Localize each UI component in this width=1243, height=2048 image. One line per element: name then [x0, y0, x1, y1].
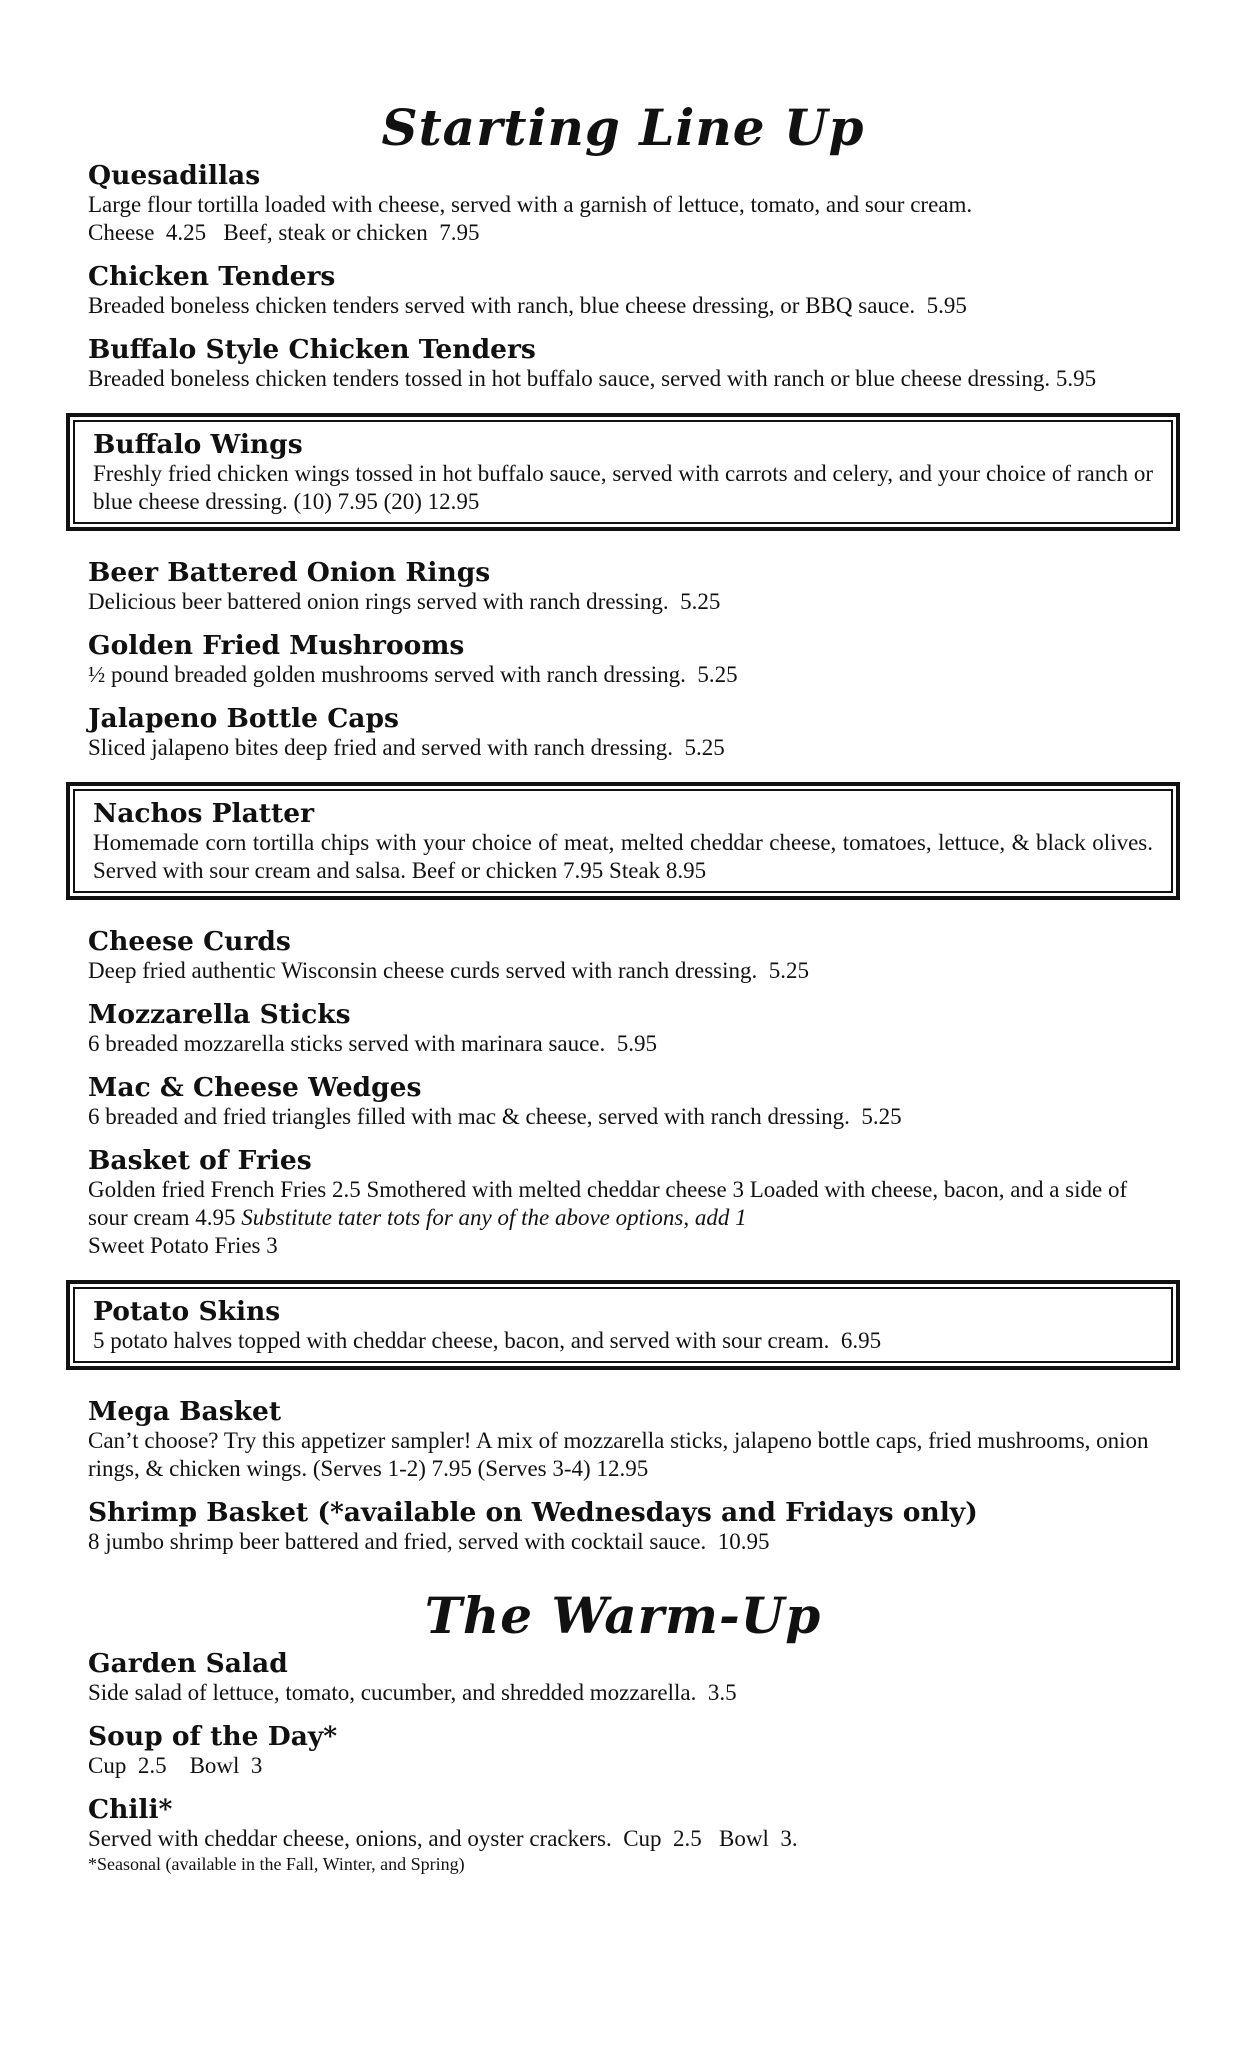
item-description: ½ pound breaded golden mushrooms served with ranch dressing. 5.25	[88, 662, 738, 687]
menu-item-basket-of-fries	[88, 1145, 1158, 1260]
section-title-starting-line-up: Starting Line Up	[381, 98, 865, 157]
item-name: Buffalo Wings	[93, 429, 303, 460]
item-description: Breaded boneless chicken tenders tossed in hot buffalo sauce, served with ranch or blue cheese dressing. 5.95	[88, 366, 1097, 391]
item-description: 8 jumbo shrimp beer battered and fried, served with cocktail sauce. 10.95	[88, 1529, 770, 1554]
item-description-text: Golden fried French Fries 2.5 Smothered with melted cheddar cheese 3 Loaded with cheese, bacon, and a side of sour cream 4.95	[88, 1177, 1128, 1230]
item-description: 5 potato halves topped with cheddar cheese, bacon, and served with sour cream. 6.95	[93, 1328, 882, 1353]
menu-page	[88, 96, 1158, 1889]
item-name: Chicken Tenders	[88, 261, 336, 292]
item-name: Jalapeno Bottle Caps	[88, 703, 399, 734]
featured-box-nachos-platter	[66, 782, 1180, 900]
item-name: Shrimp Basket (*available on Wednesdays and Fridays only)	[88, 1497, 978, 1528]
item-prices: Cheese 4.25 Beef, steak or chicken 7.95	[88, 220, 480, 245]
item-description: Large flour tortilla loaded with cheese, served with a garnish of lettuce, tomato, and sour cream.	[88, 192, 973, 217]
menu-item-cheese-curds	[88, 926, 1158, 985]
menu-item-chicken-tenders	[88, 261, 1158, 320]
featured-box-buffalo-wings	[66, 413, 1180, 531]
menu-item-shrimp-basket	[88, 1497, 1158, 1556]
menu-item-golden-fried-mushrooms	[88, 630, 1158, 689]
item-name: Potato Skins	[93, 1296, 281, 1327]
item-name: Cheese Curds	[88, 926, 291, 957]
menu-item-chili	[88, 1794, 1158, 1875]
item-description: Breaded boneless chicken tenders served with ranch, blue cheese dressing, or BBQ sauce. 5.95	[88, 293, 967, 318]
item-name: Basket of Fries	[88, 1145, 312, 1176]
item-name: Garden Salad	[88, 1648, 288, 1679]
item-name: Chili*	[88, 1794, 173, 1825]
item-description: Can’t choose? Try this appetizer sampler! A mix of mozzarella sticks, jalapeno bottle caps, fried mushrooms, onion rings, & chicken wings. (Serves 1-2) 7.95 (Serves 3-4) 12.95	[88, 1428, 1149, 1481]
item-extra-option: Sweet Potato Fries 3	[88, 1233, 278, 1258]
item-prices: Cup 2.5 Bowl 3	[88, 1753, 263, 1778]
menu-item-quesadillas	[88, 160, 1158, 247]
menu-item-buffalo-style-chicken-tenders	[88, 334, 1158, 393]
menu-item-mega-basket	[88, 1396, 1158, 1483]
item-name: Mozzarella Sticks	[88, 999, 351, 1030]
item-description: Delicious beer battered onion rings served with ranch dressing. 5.25	[88, 589, 721, 614]
item-description: 6 breaded and fried triangles filled with mac & cheese, served with ranch dressing. 5.25	[88, 1104, 902, 1129]
item-name: Beer Battered Onion Rings	[88, 557, 491, 588]
menu-item-buffalo-wings	[93, 429, 1153, 516]
item-name: Soup of the Day*	[88, 1721, 338, 1752]
menu-item-nachos-platter	[93, 798, 1153, 885]
menu-item-mac-cheese-wedges	[88, 1072, 1158, 1131]
item-description-italic: Substitute tater tots for any of the above options, add 1	[241, 1205, 747, 1230]
item-description: Deep fried authentic Wisconsin cheese curds served with ranch dressing. 5.25	[88, 958, 810, 983]
item-name: Mac & Cheese Wedges	[88, 1072, 422, 1103]
item-description: Side salad of lettuce, tomato, cucumber, and shredded mozzarella. 3.5	[88, 1680, 737, 1705]
item-name: Quesadillas	[88, 160, 261, 191]
item-name: Mega Basket	[88, 1396, 282, 1427]
item-name: Buffalo Style Chicken Tenders	[88, 334, 536, 365]
item-description: Served with cheddar cheese, onions, and oyster crackers. Cup 2.5 Bowl 3.	[88, 1826, 798, 1851]
menu-item-soup-of-the-day	[88, 1721, 1158, 1780]
item-description: Freshly fried chicken wings tossed in hot buffalo sauce, served with carrots and celery, and your choice of ranch or blue cheese dressing. (10) 7.95 (20) 12.95	[93, 461, 1153, 514]
featured-box-potato-skins	[66, 1280, 1180, 1370]
menu-item-potato-skins	[93, 1296, 1153, 1355]
item-description: 6 breaded mozzarella sticks served with marinara sauce. 5.95	[88, 1031, 658, 1056]
item-description: Homemade corn tortilla chips with your choice of meat, melted cheddar cheese, tomatoes, lettuce, & black olives. Served with sour cream and salsa. Beef or chicken 7.95 Steak 8.95	[93, 830, 1153, 883]
menu-item-mozzarella-sticks	[88, 999, 1158, 1058]
item-description	[88, 1176, 1158, 1232]
section-title-the-warm-up: The Warm-Up	[424, 1586, 822, 1645]
item-name: Nachos Platter	[93, 798, 315, 829]
menu-item-jalapeno-bottle-caps	[88, 703, 1158, 762]
item-name: Golden Fried Mushrooms	[88, 630, 465, 661]
menu-item-garden-salad	[88, 1648, 1158, 1707]
seasonal-note: *Seasonal (available in the Fall, Winter, and Spring)	[88, 1854, 465, 1874]
item-description: Sliced jalapeno bites deep fried and served with ranch dressing. 5.25	[88, 735, 725, 760]
menu-item-onion-rings	[88, 557, 1158, 616]
